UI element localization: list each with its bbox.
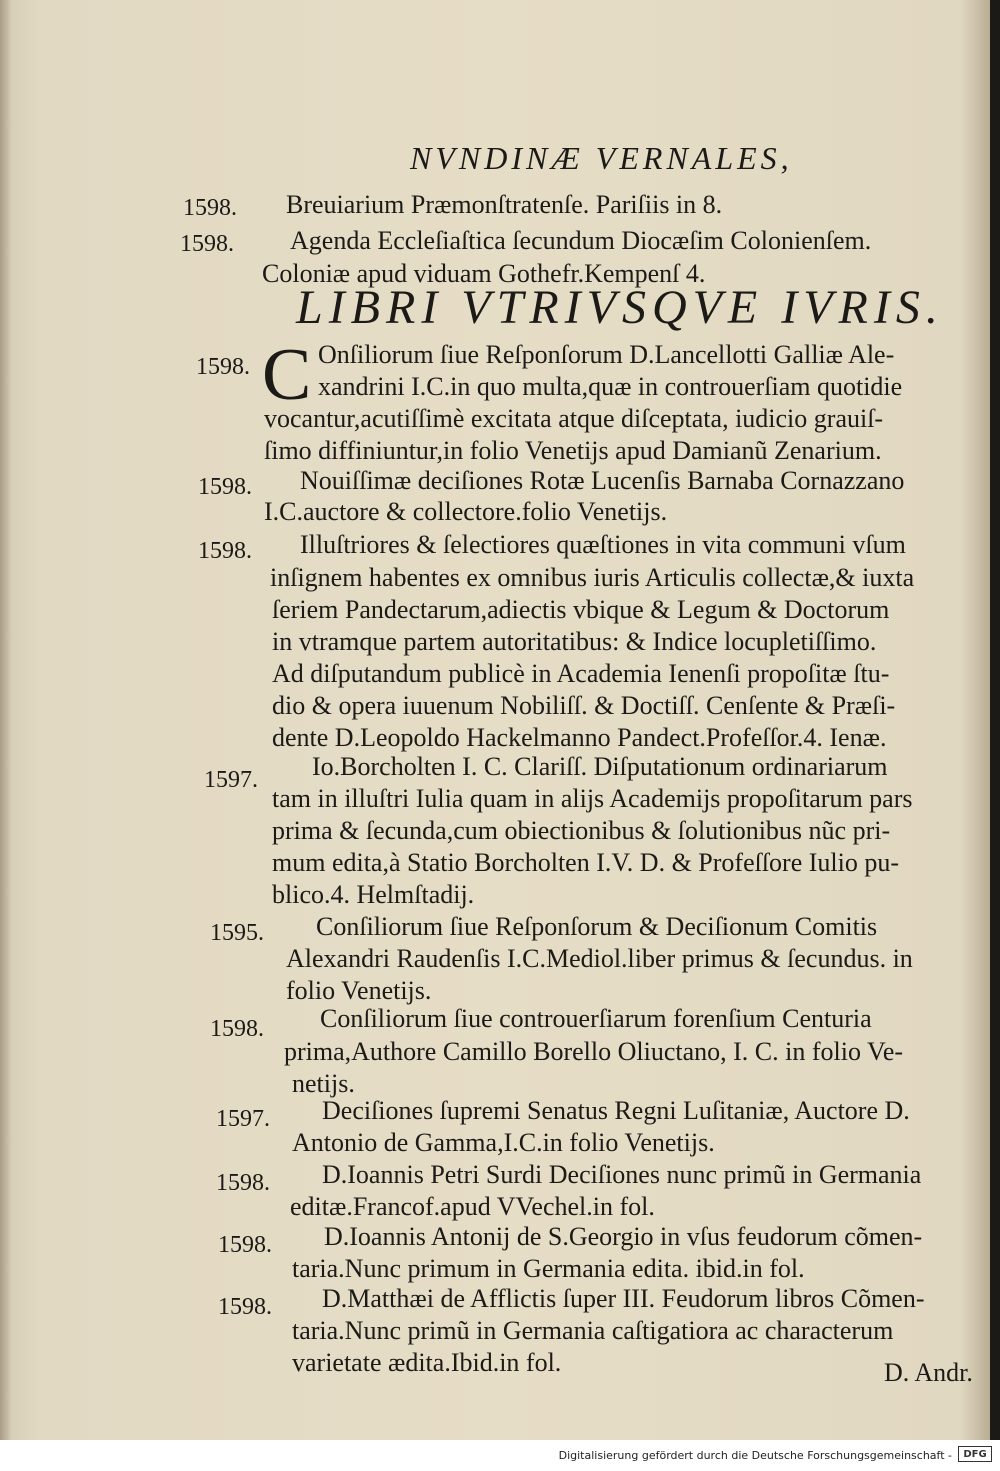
entry-line: Agenda Eccleſiaſtica ſecundum Diocæſim Colonienſem. (290, 226, 872, 255)
entry-line: Coloniæ apud viduam Gothefr.Kempenſ 4. (262, 259, 706, 288)
entry-line: editæ.Francof.apud VVechel.in fol. (290, 1192, 655, 1221)
entry-line: inſignem habentes ex omnibus iuris Articulis collectæ,& iuxta (270, 563, 915, 592)
entry-year: 1598. (218, 1294, 272, 1320)
entry-line: in vtramque partem autoritatibus: & Indice locupletiſſimo. (272, 627, 877, 656)
footer-credit: Digitalisierung gefördert durch die Deutsche Forschungsgemeinschaft - (558, 1449, 952, 1462)
entry-line: Conſiliorum ſiue Reſponſorum & Deciſionum Comitis (316, 912, 878, 941)
entry-line: netijs. (292, 1069, 355, 1098)
dfg-logo: DFG (958, 1446, 992, 1462)
drop-cap: C (262, 334, 312, 416)
entry-line: taria.Nunc primũ in Germania caſtigatiora ac characterum (292, 1316, 894, 1345)
entry-line: mum edita,à Statio Borcholten I.V. D. & Profeſſore Iulio pu- (272, 848, 900, 877)
footer-bar (0, 1440, 1000, 1471)
entry-year: 1598. (183, 195, 237, 221)
entry-line: varietate ædita.Ibid.in fol. (292, 1348, 562, 1377)
entry-line: prima & ſecunda,cum obiectionibus & ſolutionibus nũc pri- (272, 816, 891, 845)
entry-line: Onſiliorum ſiue Reſponſorum D.Lancellotti Galliæ Ale- (318, 340, 895, 369)
entry-year: 1597. (216, 1106, 270, 1132)
entry-line: D.Ioannis Antonij de S.Georgio in vſus feudorum cõmen- (324, 1222, 923, 1251)
entry-line: Ad diſputandum publicè in Academia Ienenſi propoſitæ ſtu- (272, 659, 890, 688)
entry-line: Antonio de Gamma,I.C.in folio Venetijs. (292, 1128, 715, 1157)
entry-line: Deciſiones ſupremi Senatus Regni Luſitaniæ, Auctore D. (322, 1096, 910, 1125)
entry-line: Conſiliorum ſiue controuerſiarum forenſium Centuria (320, 1004, 872, 1033)
entry-line: taria.Nunc primum in Germania edita. ibid.in fol. (292, 1254, 805, 1283)
entry-line: tam in illuſtri Iulia quam in alijs Academijs propoſitarum pars (272, 784, 913, 813)
entry-year: 1598. (210, 1016, 264, 1042)
entry-line: Breuiarium Præmonſtratenſe. Pariſiis in 8. (286, 190, 723, 219)
running-head: NVNDINÆ VERNALES, (410, 140, 793, 176)
entry-line: ſimo diffiniuntur,in folio Venetijs apud Damianũ Zenarium. (264, 436, 882, 465)
entry-line: I.C.auctore & collectore.folio Venetijs. (264, 497, 668, 526)
entry-year: 1598. (216, 1170, 270, 1196)
entry-line: ſeriem Pandectarum,adiectis vbique & Legum & Doctorum (272, 595, 890, 624)
entry-line: folio Venetijs. (286, 976, 432, 1005)
entry-year: 1595. (210, 920, 264, 946)
entry-line: blico.4. Helmſtadij. (272, 880, 475, 909)
entry-line: D.Matthæi de Afflictis ſuper III. Feudorum libros Cõmen- (322, 1284, 925, 1313)
entry-line: D.Ioannis Petri Surdi Deciſiones nunc primũ in Germania (322, 1160, 922, 1189)
entry-year: 1598. (180, 231, 234, 257)
section-heading: LIBRI VTRIVSQVE IVRIS. (296, 281, 944, 334)
entry-year: 1598. (218, 1232, 272, 1258)
entry-line: Io.Borcholten I. C. Clariſſ. Diſputationum ordinariarum (312, 752, 888, 781)
entry-line: Nouiſſimæ deciſiones Rotæ Lucenſis Barnaba Cornazzano (300, 466, 905, 495)
entry-year: 1598. (198, 474, 252, 500)
entry-line: Alexandri Raudenſis I.C.Mediol.liber primus & ſecundus. in (286, 944, 913, 973)
entry-line: dio & opera iuuenum Nobiliſſ. & Doctiſſ. Cenſente & Præſi- (272, 691, 896, 720)
entry-year: 1598. (198, 538, 252, 564)
entry-year: 1597. (204, 767, 258, 793)
catchword: D. Andr. (884, 1358, 973, 1387)
entry-line: prima,Authore Camillo Borello Oliuctano, I. C. in folio Ve- (284, 1037, 904, 1066)
entry-year: 1598. (196, 354, 250, 380)
entry-line: Illuſtriores & ſelectiores quæſtiones in vita communi vſum (300, 530, 906, 559)
entry-line: xandrini I.C.in quo multa,quæ in controuerſiam quotidie (318, 372, 903, 401)
entry-line: vocantur,acutiſſimè excitata atque diſceptata, iudicio grauiſ- (264, 404, 884, 433)
entry-line: dente D.Leopoldo Hackelmanno Pandect.Profeſſor.4. Ienæ. (272, 723, 887, 752)
